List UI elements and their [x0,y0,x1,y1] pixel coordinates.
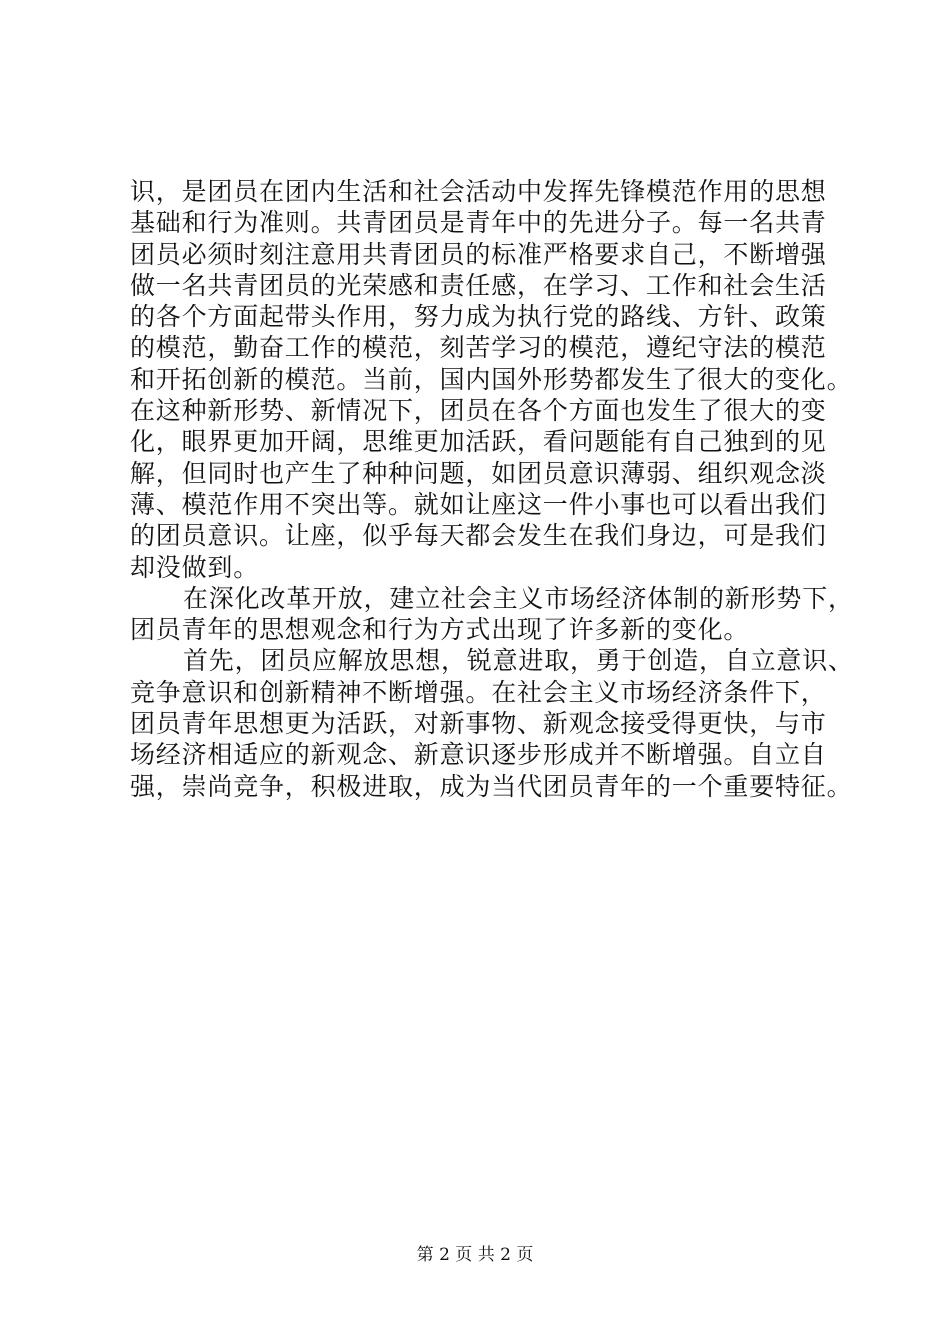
text-line: 的模范，勤奋工作的模范，刻苦学习的模范，遵纪守法的模范 [130,333,827,363]
text-line: 在这种新形势、新情况下，团员在各个方面也发生了很大的变 [130,396,827,426]
text-line: 的团员意识。让座，似乎每天都会发生在我们身边，可是我们 [130,521,827,551]
text-line: 解，但同时也产生了种种问题，如团员意识薄弱、组织观念淡 [130,458,827,488]
text-line: 做一名共青团员的光荣感和责任感，在学习、工作和社会生活 [130,270,827,300]
text-line: 团员青年的思想观念和行为方式出现了许多新的变化。 [130,615,750,645]
document-body [130,176,854,802]
text-line: 团员青年思想更为活跃，对新事物、新观念接受得更快，与市 [130,709,827,739]
paragraph-first-line: 在深化改革开放，建立社会主义市场经济体制的新形势下， [183,583,854,613]
text-line: 团员必须时刻注意用共青团员的标准严格要求自己，不断增强 [130,239,827,269]
text-line: 和开拓创新的模范。当前，国内国外形势都发生了很大的变化。 [130,364,853,394]
text-line: 场经济相适应的新观念、新意识逐步形成并不断增强。自立自 [130,740,827,770]
text-line: 基础和行为准则。共青团员是青年中的先进分子。每一名共青 [130,208,827,238]
paragraph-first-line: 首先，团员应解放思想，锐意进取，勇于创造，自立意识、 [183,646,854,676]
page-number-footer: 第 2 页 共 2 页 [416,1245,534,1265]
text-line: 识，是团员在团内生活和社会活动中发挥先锋模范作用的思想 [130,177,827,206]
text-line: 的各个方面起带头作用，努力成为执行党的路线、方针、政策 [130,302,827,332]
text-line: 化，眼界更加开阔，思维更加活跃，看问题能有自己独到的见 [130,427,827,457]
text-line: 薄、模范作用不突出等。就如让座这一件小事也可以看出我们 [130,489,827,519]
text-line: 却没做到。 [130,552,260,582]
text-line: 竞争意识和创新精神不断增强。在社会主义市场经济条件下， [130,677,827,707]
text-line: 强，崇尚竞争，积极进取，成为当代团员青年的一个重要特征。 [130,771,853,801]
